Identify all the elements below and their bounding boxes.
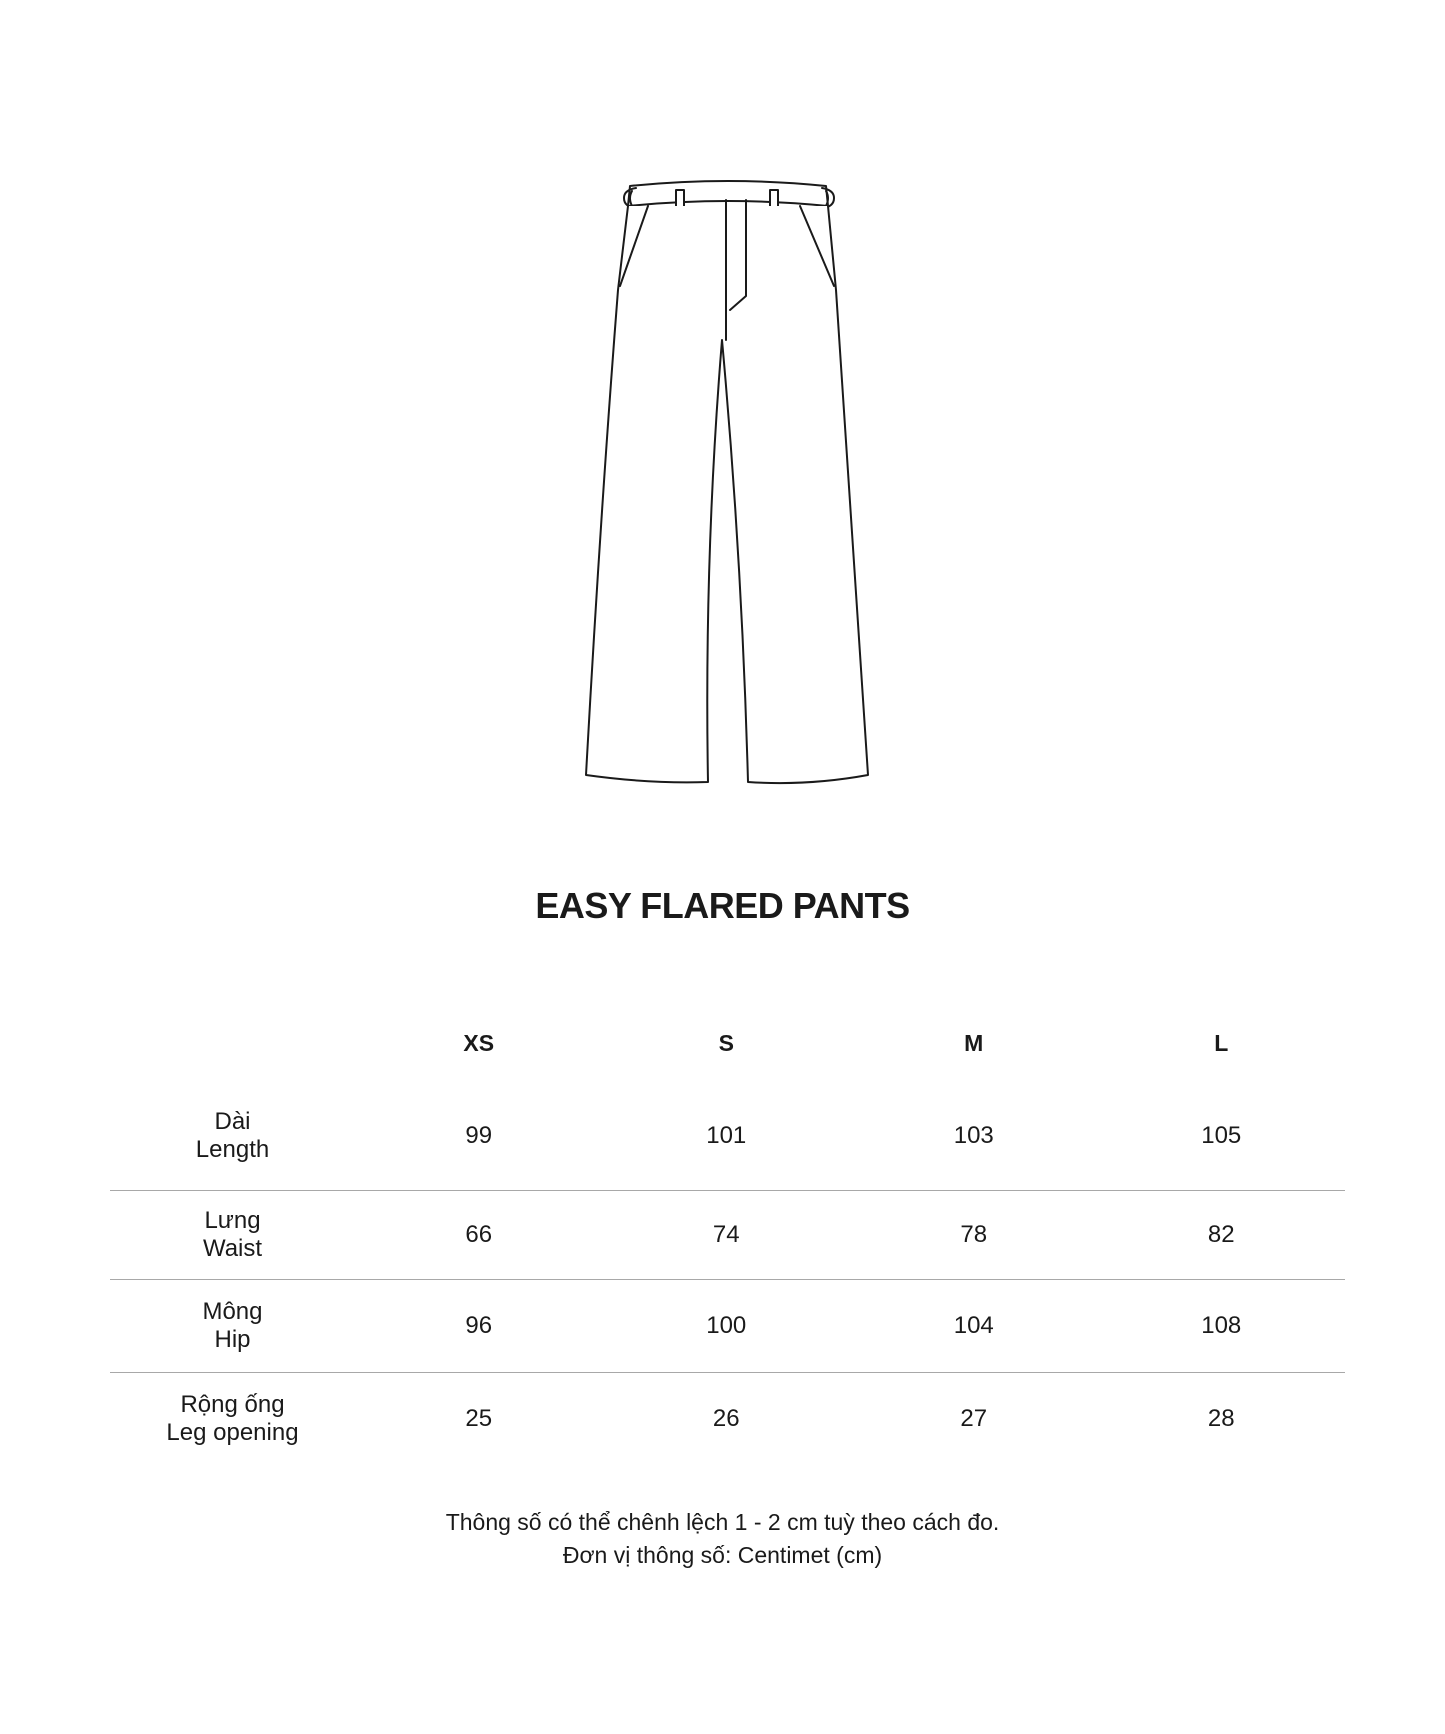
value-cell: 25 [355, 1373, 603, 1466]
value-cell: 108 [1098, 1280, 1346, 1373]
note-tolerance: Thông số có thể chênh lệch 1 - 2 cm tuỳ theo cách đo. [445, 1509, 1000, 1535]
label-en: Hip [214, 1326, 251, 1353]
value-cell: 100 [603, 1280, 851, 1373]
table-row-waist [110, 1191, 1345, 1280]
size-header-l: L [1214, 1030, 1229, 1056]
table-row-hip [110, 1280, 1345, 1373]
row-label [110, 1280, 355, 1373]
size-header-s: S [718, 1030, 734, 1056]
value-cell: 28 [1098, 1373, 1346, 1466]
label-en: Leg opening [166, 1419, 299, 1446]
label-en: Waist [202, 1235, 263, 1262]
size-chart-table [110, 1030, 1345, 1465]
measurement-note [0, 1506, 1445, 1572]
value-cell: 74 [603, 1191, 851, 1280]
value-cell: 99 [465, 1122, 493, 1149]
value-cell: 66 [355, 1191, 603, 1280]
label-vi: Mông [202, 1298, 263, 1325]
value-cell: 101 [706, 1122, 747, 1149]
size-header-xs: XS [463, 1030, 495, 1056]
size-header-m: M [964, 1030, 984, 1056]
label-en: Length [195, 1136, 270, 1163]
waistband [628, 181, 828, 206]
header-label-cell [110, 1030, 355, 1082]
row-label [110, 1373, 355, 1466]
pants-technical-drawing-icon [0, 0, 1445, 820]
value-cell: 105 [1201, 1122, 1242, 1149]
product-title: EASY FLARED PANTS [535, 885, 910, 926]
value-cell: 26 [603, 1373, 851, 1466]
value-cell: 96 [355, 1280, 603, 1373]
note-unit: Đơn vị thông số: Centimet (cm) [562, 1542, 883, 1568]
value-cell: 82 [1098, 1191, 1346, 1280]
row-label [110, 1191, 355, 1280]
table-row-length [110, 1082, 1345, 1191]
value-cell: 78 [850, 1191, 1098, 1280]
size-header-row [110, 1030, 1345, 1082]
value-cell: 27 [850, 1373, 1098, 1466]
label-vi: Rộng ống [180, 1391, 285, 1418]
table-row-leg-opening [110, 1373, 1345, 1466]
label-vi: Dài [214, 1108, 251, 1135]
label-vi: Lưng [204, 1207, 261, 1234]
row-label [110, 1082, 355, 1191]
value-cell: 103 [953, 1122, 994, 1149]
value-cell: 104 [850, 1280, 1098, 1373]
